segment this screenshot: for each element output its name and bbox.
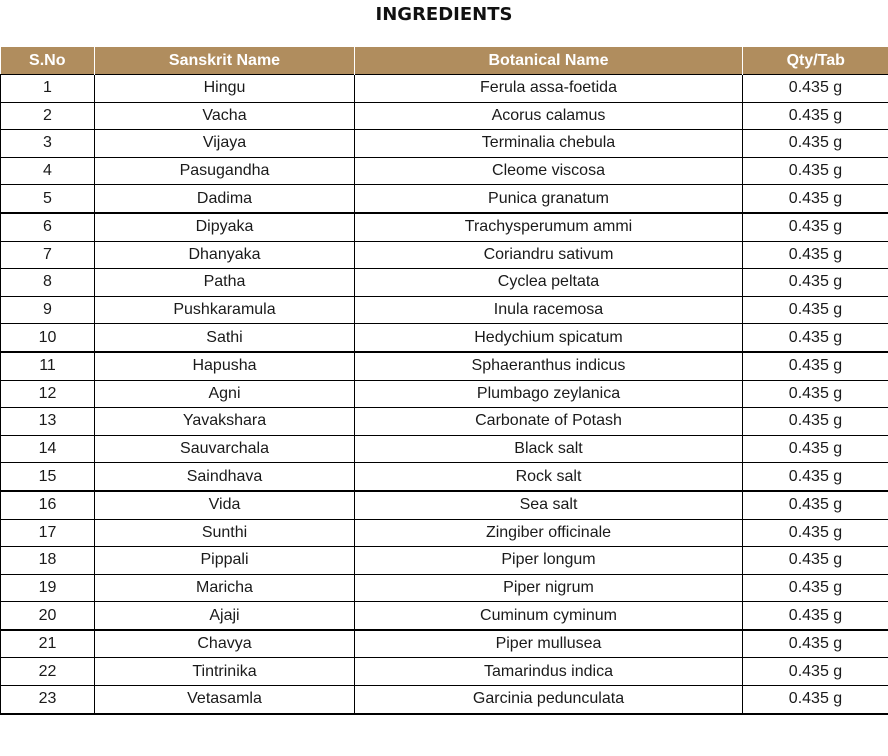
cell-sanskrit-name: Sunthi — [95, 519, 355, 547]
table-row — [1, 102, 888, 130]
table-row — [1, 630, 888, 658]
cell-qty: 0.435 g — [743, 130, 888, 158]
table-row — [1, 547, 888, 575]
table-row — [1, 157, 888, 185]
cell-botanical-name: Cleome viscosa — [355, 157, 743, 185]
table-row — [1, 658, 888, 686]
cell-sno: 18 — [1, 547, 95, 575]
table-row — [1, 130, 888, 158]
cell-botanical-name: Terminalia chebula — [355, 130, 743, 158]
cell-sanskrit-name: Tintrinika — [95, 658, 355, 686]
table-row — [1, 574, 888, 602]
cell-qty: 0.435 g — [743, 463, 888, 491]
cell-sno: 4 — [1, 157, 95, 185]
table-row — [1, 185, 888, 213]
cell-sno: 19 — [1, 574, 95, 602]
table-row — [1, 435, 888, 463]
cell-qty: 0.435 g — [743, 547, 888, 575]
cell-botanical-name: Piper mullusea — [355, 630, 743, 658]
cell-sanskrit-name: Dadima — [95, 185, 355, 213]
table-row — [1, 213, 888, 241]
cell-sanskrit-name: Pasugandha — [95, 157, 355, 185]
cell-sanskrit-name: Hingu — [95, 75, 355, 103]
cell-sanskrit-name: Ajaji — [95, 602, 355, 630]
cell-qty: 0.435 g — [743, 213, 888, 241]
table-row — [1, 602, 888, 630]
cell-botanical-name: Inula racemosa — [355, 296, 743, 324]
cell-botanical-name: Garcinia pedunculata — [355, 686, 743, 714]
cell-botanical-name: Cuminum cyminum — [355, 602, 743, 630]
cell-botanical-name: Piper nigrum — [355, 574, 743, 602]
table-row — [1, 324, 888, 352]
cell-sno: 12 — [1, 380, 95, 408]
cell-sanskrit-name: Yavakshara — [95, 408, 355, 436]
cell-qty: 0.435 g — [743, 519, 888, 547]
page-title: INGREDIENTS — [375, 4, 513, 25]
cell-botanical-name: Sphaeranthus indicus — [355, 352, 743, 380]
cell-sanskrit-name: Chavya — [95, 630, 355, 658]
cell-qty: 0.435 g — [743, 269, 888, 297]
cell-sno: 14 — [1, 435, 95, 463]
cell-sno: 1 — [1, 75, 95, 103]
cell-sanskrit-name: Dhanyaka — [95, 241, 355, 269]
header-qty-per-tab: Qty/Tab — [743, 47, 888, 75]
cell-sanskrit-name: Vacha — [95, 102, 355, 130]
cell-sno: 5 — [1, 185, 95, 213]
cell-qty: 0.435 g — [743, 435, 888, 463]
table-row — [1, 241, 888, 269]
cell-botanical-name: Cyclea peltata — [355, 269, 743, 297]
table-row — [1, 519, 888, 547]
cell-sno: 23 — [1, 686, 95, 714]
cell-sno: 16 — [1, 491, 95, 519]
table-row — [1, 75, 888, 103]
cell-sno: 8 — [1, 269, 95, 297]
cell-sno: 20 — [1, 602, 95, 630]
cell-sanskrit-name: Dipyaka — [95, 213, 355, 241]
cell-sanskrit-name: Vida — [95, 491, 355, 519]
cell-qty: 0.435 g — [743, 574, 888, 602]
cell-sanskrit-name: Sathi — [95, 324, 355, 352]
cell-qty: 0.435 g — [743, 630, 888, 658]
cell-qty: 0.435 g — [743, 602, 888, 630]
cell-qty: 0.435 g — [743, 380, 888, 408]
header-botanical-name: Botanical Name — [355, 47, 743, 75]
cell-sanskrit-name: Vetasamla — [95, 686, 355, 714]
ingredients-table — [0, 47, 888, 715]
cell-qty: 0.435 g — [743, 241, 888, 269]
cell-sno: 17 — [1, 519, 95, 547]
cell-qty: 0.435 g — [743, 75, 888, 103]
cell-botanical-name: Carbonate of Potash — [355, 408, 743, 436]
cell-sanskrit-name: Hapusha — [95, 352, 355, 380]
cell-sno: 11 — [1, 352, 95, 380]
cell-sno: 13 — [1, 408, 95, 436]
cell-botanical-name: Plumbago zeylanica — [355, 380, 743, 408]
cell-botanical-name: Sea salt — [355, 491, 743, 519]
cell-sanskrit-name: Patha — [95, 269, 355, 297]
cell-sno: 9 — [1, 296, 95, 324]
cell-sanskrit-name: Pippali — [95, 547, 355, 575]
table-row — [1, 408, 888, 436]
cell-qty: 0.435 g — [743, 157, 888, 185]
cell-sanskrit-name: Sauvarchala — [95, 435, 355, 463]
cell-sanskrit-name: Pushkaramula — [95, 296, 355, 324]
cell-sno: 2 — [1, 102, 95, 130]
cell-botanical-name: Rock salt — [355, 463, 743, 491]
cell-qty: 0.435 g — [743, 352, 888, 380]
header-sanskrit-name: Sanskrit Name — [95, 47, 355, 75]
table-row — [1, 491, 888, 519]
cell-sanskrit-name: Maricha — [95, 574, 355, 602]
cell-sanskrit-name: Saindhava — [95, 463, 355, 491]
cell-sno: 21 — [1, 630, 95, 658]
cell-qty: 0.435 g — [743, 491, 888, 519]
table-row — [1, 269, 888, 297]
cell-sno: 7 — [1, 241, 95, 269]
header-sno: S.No — [1, 47, 95, 75]
cell-botanical-name: Acorus calamus — [355, 102, 743, 130]
cell-sno: 15 — [1, 463, 95, 491]
cell-botanical-name: Hedychium spicatum — [355, 324, 743, 352]
cell-botanical-name: Punica granatum — [355, 185, 743, 213]
cell-qty: 0.435 g — [743, 658, 888, 686]
cell-qty: 0.435 g — [743, 324, 888, 352]
cell-sanskrit-name: Vijaya — [95, 130, 355, 158]
table-row — [1, 686, 888, 714]
table-row — [1, 463, 888, 491]
cell-sno: 6 — [1, 213, 95, 241]
cell-sanskrit-name: Agni — [95, 380, 355, 408]
cell-sno: 22 — [1, 658, 95, 686]
cell-botanical-name: Black salt — [355, 435, 743, 463]
cell-qty: 0.435 g — [743, 296, 888, 324]
cell-botanical-name: Ferula assa-foetida — [355, 75, 743, 103]
cell-qty: 0.435 g — [743, 686, 888, 714]
table-row — [1, 352, 888, 380]
cell-botanical-name: Tamarindus indica — [355, 658, 743, 686]
table-row — [1, 296, 888, 324]
header-row — [1, 47, 888, 75]
cell-sno: 10 — [1, 324, 95, 352]
table-header — [1, 47, 888, 75]
table-row — [1, 380, 888, 408]
cell-qty: 0.435 g — [743, 408, 888, 436]
table-body — [1, 75, 888, 714]
cell-botanical-name: Zingiber officinale — [355, 519, 743, 547]
cell-botanical-name: Coriandru sativum — [355, 241, 743, 269]
cell-sno: 3 — [1, 130, 95, 158]
cell-botanical-name: Trachysperumum ammi — [355, 213, 743, 241]
cell-qty: 0.435 g — [743, 102, 888, 130]
cell-botanical-name: Piper longum — [355, 547, 743, 575]
cell-qty: 0.435 g — [743, 185, 888, 213]
